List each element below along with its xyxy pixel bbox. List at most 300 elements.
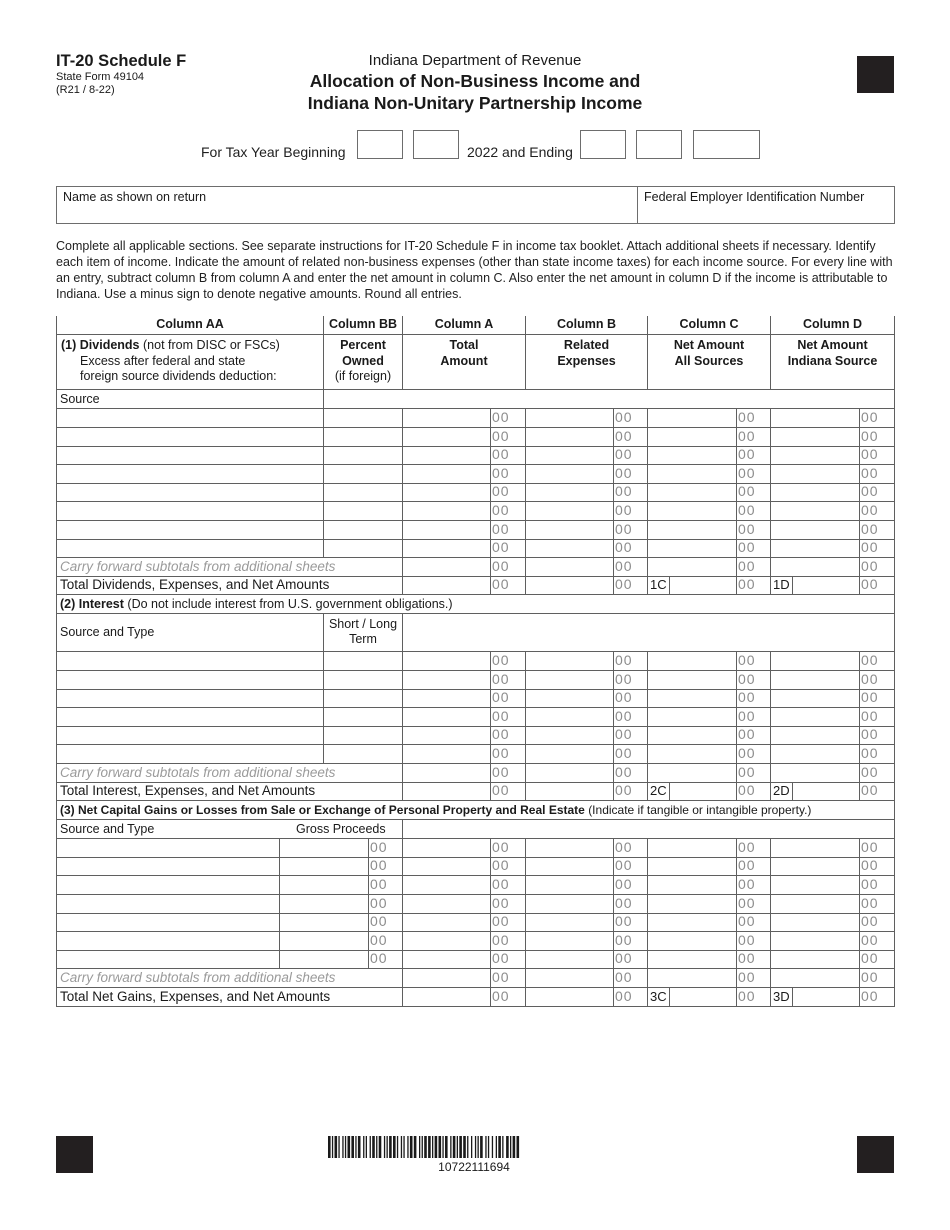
interest-source-field[interactable] [56, 652, 324, 671]
dividend-source-field[interactable] [56, 446, 324, 465]
column-b-header: Column B [526, 316, 648, 335]
percent-owned-field[interactable] [324, 502, 403, 521]
barcode-number: 10722111694 [438, 1160, 510, 1174]
cents-zero-label: 00 [615, 558, 633, 574]
end-year-field[interactable] [693, 130, 760, 159]
d-sub2: Indiana Source [787, 353, 878, 368]
section2-carry-forward-label: Carry forward subtotals from additional sheets [56, 764, 403, 783]
cents-zero-label: 00 [492, 539, 510, 555]
column-b-amount-field[interactable] [526, 745, 648, 764]
column-a-amount-field[interactable] [403, 465, 526, 484]
section1-source-label: Source [56, 390, 324, 409]
cents-zero-label: 00 [615, 895, 633, 911]
cents-zero-label: 00 [738, 671, 756, 687]
column-d-amount-field[interactable] [771, 895, 895, 914]
cents-zero-label: 00 [861, 502, 879, 518]
column-a-amount-field[interactable] [403, 764, 526, 783]
section1-desc-line2: Excess after federal and state [80, 353, 246, 368]
cents-zero-label: 00 [738, 465, 756, 481]
column-b-amount-field[interactable] [526, 446, 648, 465]
cents-zero-label: 00 [738, 988, 756, 1004]
column-d-amount-field[interactable] [771, 857, 895, 876]
section1-title-note: (not from DISC or FSCs) [143, 338, 280, 352]
capital-gain-source-field[interactable] [56, 857, 280, 876]
capital-gain-source-field[interactable] [56, 950, 280, 969]
cents-zero-label: 00 [738, 446, 756, 462]
gross-proceeds-field[interactable] [280, 895, 403, 914]
column-d-amount-field[interactable] [771, 576, 895, 595]
section2-term-label [324, 614, 403, 652]
percent-owned-field[interactable] [324, 483, 403, 502]
column-c-amount-field[interactable] [648, 745, 771, 764]
term-field[interactable] [324, 726, 403, 745]
registration-mark-top-right [857, 56, 894, 93]
cents-zero-label: 00 [861, 782, 879, 798]
column-a-amount-field[interactable] [403, 745, 526, 764]
cents-zero-label: 00 [861, 539, 879, 555]
gross-proceeds-field[interactable] [280, 950, 403, 969]
section2-number: (2) [60, 597, 76, 611]
column-b-subheader [526, 335, 648, 390]
column-d-amount-field[interactable] [771, 409, 895, 428]
column-a-amount-field[interactable] [403, 652, 526, 671]
section2-title: Interest [78, 597, 124, 611]
cents-zero-label: 00 [615, 913, 633, 929]
cents-zero-label: 00 [738, 483, 756, 499]
column-a-amount-field[interactable] [403, 428, 526, 447]
column-a-amount-field[interactable] [403, 446, 526, 465]
section3-header-spacer [403, 820, 895, 839]
dividend-source-field[interactable] [56, 409, 324, 428]
form-identification [56, 52, 186, 97]
title-block [250, 52, 700, 114]
section2-total-label: Total Interest, Expenses, and Net Amounts [56, 782, 403, 801]
column-a-amount-field[interactable] [403, 539, 526, 558]
column-a-amount-field[interactable] [403, 932, 526, 951]
section1-title: Dividends [79, 338, 140, 352]
cents-zero-label: 00 [492, 708, 510, 724]
cents-zero-label: 00 [861, 689, 879, 705]
cents-zero-label: 00 [615, 483, 633, 499]
column-c-amount-field[interactable] [648, 576, 771, 595]
column-d-amount-field[interactable] [771, 839, 895, 858]
section3-carry-forward-label: Carry forward subtotals from additional sheets [56, 969, 403, 988]
column-a-amount-field[interactable] [403, 895, 526, 914]
cents-zero-label: 00 [738, 576, 756, 592]
column-d-amount-field[interactable] [771, 969, 895, 988]
interest-source-field[interactable] [56, 689, 324, 708]
cents-zero-label: 00 [615, 876, 633, 892]
column-d-amount-field[interactable] [771, 652, 895, 671]
cents-zero-label: 00 [615, 576, 633, 592]
column-d-amount-field[interactable] [771, 558, 895, 577]
column-a-amount-field[interactable] [403, 521, 526, 540]
cents-zero-label: 00 [492, 839, 510, 855]
cents-zero-label: 00 [738, 782, 756, 798]
cents-zero-label: 00 [738, 652, 756, 668]
cents-zero-label: 00 [738, 913, 756, 929]
dividend-source-field[interactable] [56, 465, 324, 484]
section3-total-label: Total Net Gains, Expenses, and Net Amounts [56, 988, 403, 1007]
cents-zero-label: 00 [861, 558, 879, 574]
percent-owned-field[interactable] [324, 521, 403, 540]
column-a-amount-field[interactable] [403, 483, 526, 502]
cents-zero-label: 00 [492, 726, 510, 742]
percent-owned-field[interactable] [324, 465, 403, 484]
column-a-amount-field[interactable] [403, 782, 526, 801]
cents-zero-label: 00 [738, 558, 756, 574]
cents-zero-label: 00 [615, 726, 633, 742]
column-c-amount-field[interactable] [648, 465, 771, 484]
column-d-amount-field[interactable] [771, 483, 895, 502]
column-c-amount-field[interactable] [648, 671, 771, 690]
interest-source-field[interactable] [56, 726, 324, 745]
column-b-amount-field[interactable] [526, 876, 648, 895]
cents-zero-label: 00 [615, 857, 633, 873]
cents-zero-label: 00 [738, 969, 756, 985]
cents-zero-label: 00 [492, 409, 510, 425]
line-tag-label: 1D [771, 576, 793, 594]
column-b-amount-field[interactable] [526, 857, 648, 876]
begin-day-field[interactable] [413, 130, 459, 159]
term-field[interactable] [324, 689, 403, 708]
column-d-amount-field[interactable] [771, 988, 895, 1007]
section1-desc-line3: foreign source dividends deduction: [80, 369, 277, 383]
interest-source-field[interactable] [56, 671, 324, 690]
bb-sub2: Owned [342, 353, 384, 368]
cents-zero-label: 00 [738, 708, 756, 724]
capital-gain-source-field[interactable] [56, 895, 280, 914]
column-c-amount-field[interactable] [648, 409, 771, 428]
column-a-amount-field[interactable] [403, 409, 526, 428]
column-d-header: Column D [771, 316, 895, 335]
cents-zero-label: 00 [738, 428, 756, 444]
column-a-amount-field[interactable] [403, 913, 526, 932]
column-b-amount-field[interactable] [526, 913, 648, 932]
gross-proceeds-field[interactable] [280, 913, 403, 932]
column-c-amount-field[interactable] [648, 558, 771, 577]
column-a-amount-field[interactable] [403, 689, 526, 708]
column-d-amount-field[interactable] [771, 932, 895, 951]
cents-zero-label: 00 [615, 428, 633, 444]
term-label-2: Term [349, 632, 377, 646]
line-tag-label: 3C [648, 988, 670, 1006]
term-field[interactable] [324, 652, 403, 671]
cents-zero-label: 00 [861, 428, 879, 444]
cents-zero-label: 00 [492, 745, 510, 761]
column-c-subheader [648, 335, 771, 390]
column-d-amount-field[interactable] [771, 671, 895, 690]
form-name: IT-20 Schedule F [56, 52, 187, 70]
a-sub1: Total [449, 338, 479, 352]
column-d-amount-field[interactable] [771, 689, 895, 708]
column-b-amount-field[interactable] [526, 539, 648, 558]
cents-zero-label: 00 [738, 857, 756, 873]
column-b-amount-field[interactable] [526, 782, 648, 801]
gross-proceeds-field[interactable] [280, 932, 403, 951]
section2-source-label: Source and Type [56, 614, 324, 652]
section3-number: (3) [60, 803, 75, 817]
column-b-amount-field[interactable] [526, 521, 648, 540]
column-a-amount-field[interactable] [403, 671, 526, 690]
cents-zero-label: 00 [492, 876, 510, 892]
section1-source-spacer [324, 390, 895, 409]
column-b-amount-field[interactable] [526, 652, 648, 671]
section1-total-label: Total Dividends, Expenses, and Net Amounts [56, 576, 403, 595]
column-b-amount-field[interactable] [526, 502, 648, 521]
column-c-amount-field[interactable] [648, 839, 771, 858]
cents-zero-label: 00 [861, 895, 879, 911]
column-b-amount-field[interactable] [526, 988, 648, 1007]
column-a-amount-field[interactable] [403, 969, 526, 988]
cents-zero-label: 00 [738, 409, 756, 425]
capital-gain-source-field[interactable] [56, 876, 280, 895]
column-b-amount-field[interactable] [526, 764, 648, 783]
term-field[interactable] [324, 745, 403, 764]
column-c-amount-field[interactable] [648, 988, 771, 1007]
section3-title: Net Capital Gains or Losses from Sale or Exchange of Personal Property and Real Estate [78, 803, 585, 817]
capital-gain-source-field[interactable] [56, 913, 280, 932]
cents-zero-label: 00 [492, 950, 510, 966]
cents-zero-label: 00 [615, 764, 633, 780]
name-label: Name as shown on return [63, 190, 207, 204]
column-a-amount-field[interactable] [403, 988, 526, 1007]
cents-zero-label: 00 [861, 726, 879, 742]
column-b-amount-field[interactable] [526, 671, 648, 690]
column-d-amount-field[interactable] [771, 876, 895, 895]
cents-zero-label: 00 [492, 857, 510, 873]
column-a-amount-field[interactable] [403, 726, 526, 745]
column-a-amount-field[interactable] [403, 708, 526, 727]
cents-zero-label: 00 [738, 764, 756, 780]
section1-description [56, 335, 324, 390]
column-a-amount-field[interactable] [403, 950, 526, 969]
cents-zero-label: 00 [738, 950, 756, 966]
section3-source-label: Source and Type [56, 820, 280, 839]
column-d-amount-field[interactable] [771, 745, 895, 764]
cents-zero-label: 00 [615, 839, 633, 855]
column-c-amount-field[interactable] [648, 950, 771, 969]
column-b-amount-field[interactable] [526, 895, 648, 914]
column-b-amount-field[interactable] [526, 465, 648, 484]
cents-zero-label: 00 [861, 857, 879, 873]
column-d-amount-field[interactable] [771, 502, 895, 521]
column-c-header: Column C [648, 316, 771, 335]
column-d-amount-field[interactable] [771, 913, 895, 932]
capital-gain-source-field[interactable] [56, 932, 280, 951]
dividend-source-field[interactable] [56, 539, 324, 558]
cents-zero-label: 00 [492, 502, 510, 518]
cents-zero-label: 00 [615, 969, 633, 985]
cents-zero-label: 00 [861, 932, 879, 948]
cents-zero-label: 00 [861, 521, 879, 537]
cents-zero-label: 00 [615, 708, 633, 724]
column-b-amount-field[interactable] [526, 969, 648, 988]
column-b-amount-field[interactable] [526, 839, 648, 858]
section3-title-note: (Indicate if tangible or intangible property.) [588, 803, 812, 817]
column-d-amount-field[interactable] [771, 708, 895, 727]
column-d-amount-field[interactable] [771, 465, 895, 484]
section1-carry-forward-label: Carry forward subtotals from additional sheets [56, 558, 403, 577]
percent-owned-field[interactable] [324, 428, 403, 447]
term-label-1: Short / Long [328, 617, 398, 631]
cents-zero-label: 00 [615, 988, 633, 1004]
column-c-amount-field[interactable] [648, 913, 771, 932]
column-c-amount-field[interactable] [648, 708, 771, 727]
gross-proceeds-field[interactable] [280, 857, 403, 876]
cents-zero-label: 00 [861, 576, 879, 592]
column-d-amount-field[interactable] [771, 446, 895, 465]
column-d-amount-field[interactable] [771, 521, 895, 540]
column-b-amount-field[interactable] [526, 576, 648, 595]
column-d-amount-field[interactable] [771, 726, 895, 745]
cents-zero-label: 00 [861, 446, 879, 462]
column-c-amount-field[interactable] [648, 428, 771, 447]
column-b-amount-field[interactable] [526, 409, 648, 428]
tax-year-beginning-label: For Tax Year Beginning [201, 144, 346, 160]
column-b-amount-field[interactable] [526, 558, 648, 577]
column-c-amount-field[interactable] [648, 764, 771, 783]
column-b-amount-field[interactable] [526, 950, 648, 969]
cents-zero-label: 00 [615, 502, 633, 518]
taxpayer-info-row [56, 186, 895, 224]
term-field[interactable] [324, 671, 403, 690]
cents-zero-label: 00 [861, 745, 879, 761]
line-tag-label: 1C [648, 576, 670, 594]
column-d-subheader [771, 335, 895, 390]
interest-source-field[interactable] [56, 708, 324, 727]
cents-zero-label: 00 [615, 671, 633, 687]
column-c-amount-field[interactable] [648, 521, 771, 540]
percent-owned-field[interactable] [324, 446, 403, 465]
cents-zero-label: 00 [861, 671, 879, 687]
column-d-amount-field[interactable] [771, 782, 895, 801]
column-b-amount-field[interactable] [526, 483, 648, 502]
bb-sub1: Percent [340, 338, 386, 352]
column-a-amount-field[interactable] [403, 558, 526, 577]
column-c-amount-field[interactable] [648, 857, 771, 876]
dividend-source-field[interactable] [56, 428, 324, 447]
dividend-source-field[interactable] [56, 521, 324, 540]
name-field[interactable] [57, 187, 638, 223]
dividend-source-field[interactable] [56, 502, 324, 521]
line-tag-label: 2C [648, 782, 670, 800]
dividend-source-field[interactable] [56, 483, 324, 502]
cents-zero-label: 00 [370, 857, 388, 873]
gross-proceeds-field[interactable] [280, 876, 403, 895]
column-c-amount-field[interactable] [648, 483, 771, 502]
cents-zero-label: 00 [370, 895, 388, 911]
cents-zero-label: 00 [370, 876, 388, 892]
column-c-amount-field[interactable] [648, 895, 771, 914]
percent-owned-field[interactable] [324, 409, 403, 428]
cents-zero-label: 00 [370, 932, 388, 948]
column-c-amount-field[interactable] [648, 446, 771, 465]
capital-gain-source-field[interactable] [56, 839, 280, 858]
interest-source-field[interactable] [56, 745, 324, 764]
cents-zero-label: 00 [370, 839, 388, 855]
end-month-field[interactable] [580, 130, 626, 159]
column-d-amount-field[interactable] [771, 428, 895, 447]
cents-zero-label: 00 [861, 969, 879, 985]
column-c-amount-field[interactable] [648, 969, 771, 988]
column-c-amount-field[interactable] [648, 539, 771, 558]
column-b-amount-field[interactable] [526, 726, 648, 745]
cents-zero-label: 00 [492, 483, 510, 499]
column-a-amount-field[interactable] [403, 876, 526, 895]
column-c-amount-field[interactable] [648, 782, 771, 801]
barcode-icon [328, 1136, 620, 1158]
column-c-amount-field[interactable] [648, 876, 771, 895]
cents-zero-label: 00 [492, 521, 510, 537]
cents-zero-label: 00 [492, 558, 510, 574]
fein-label: Federal Employer Identification Number [644, 190, 865, 204]
gross-proceeds-field[interactable] [280, 839, 403, 858]
b-sub1: Related [563, 338, 610, 352]
cents-zero-label: 00 [615, 782, 633, 798]
column-d-amount-field[interactable] [771, 764, 895, 783]
column-a-amount-field[interactable] [403, 839, 526, 858]
column-a-amount-field[interactable] [403, 576, 526, 595]
begin-month-field[interactable] [357, 130, 403, 159]
term-field[interactable] [324, 708, 403, 727]
c-sub1: Net Amount [673, 338, 745, 352]
cents-zero-label: 00 [492, 689, 510, 705]
c-sub2: All Sources [674, 353, 744, 368]
column-a-amount-field[interactable] [403, 502, 526, 521]
cents-zero-label: 00 [861, 483, 879, 499]
cents-zero-label: 00 [738, 502, 756, 518]
cents-zero-label: 00 [492, 932, 510, 948]
instructions-text: Complete all applicable sections. See separate instructions for IT-20 Schedule F in income tax booklet. Attach additional sheets if necessary. Identify each item of income. Indicate the amount of related non-business expenses (other than state income taxes) for each income source. For every line with an entry, subtract column B from column A and enter the net amount in column C. Also enter the net amount in column D if the income is attributable to Indiana. Use a minus sign to denote negative amounts. Round all entries. [56, 239, 893, 301]
column-b-amount-field[interactable] [526, 428, 648, 447]
department-name: Indiana Department of Revenue [368, 52, 582, 69]
column-bb-header: Column BB [324, 316, 403, 335]
column-c-amount-field[interactable] [648, 689, 771, 708]
cents-zero-label: 00 [861, 988, 879, 1004]
cents-zero-label: 00 [615, 465, 633, 481]
column-b-amount-field[interactable] [526, 689, 648, 708]
fein-field[interactable] [638, 187, 894, 223]
cents-zero-label: 00 [492, 895, 510, 911]
column-b-amount-field[interactable] [526, 932, 648, 951]
cents-zero-label: 00 [861, 652, 879, 668]
cents-zero-label: 00 [615, 950, 633, 966]
line-tag-label: 2D [771, 782, 793, 800]
column-c-amount-field[interactable] [648, 932, 771, 951]
percent-owned-field[interactable] [324, 539, 403, 558]
column-c-amount-field[interactable] [648, 502, 771, 521]
form-revision: (R21 / 8-22) [56, 84, 115, 96]
column-b-amount-field[interactable] [526, 708, 648, 727]
column-a-subheader [403, 335, 526, 390]
cents-zero-label: 00 [615, 409, 633, 425]
cents-zero-label: 00 [492, 465, 510, 481]
cents-zero-label: 00 [492, 913, 510, 929]
cents-zero-label: 00 [738, 521, 756, 537]
end-day-field[interactable] [636, 130, 682, 159]
column-d-amount-field[interactable] [771, 950, 895, 969]
column-a-header: Column A [403, 316, 526, 335]
column-a-amount-field[interactable] [403, 857, 526, 876]
column-c-amount-field[interactable] [648, 652, 771, 671]
column-bb-subheader [324, 335, 403, 390]
column-c-amount-field[interactable] [648, 726, 771, 745]
cents-zero-label: 00 [861, 913, 879, 929]
column-d-amount-field[interactable] [771, 539, 895, 558]
registration-mark-bottom-right [857, 1136, 894, 1173]
cents-zero-label: 00 [615, 446, 633, 462]
